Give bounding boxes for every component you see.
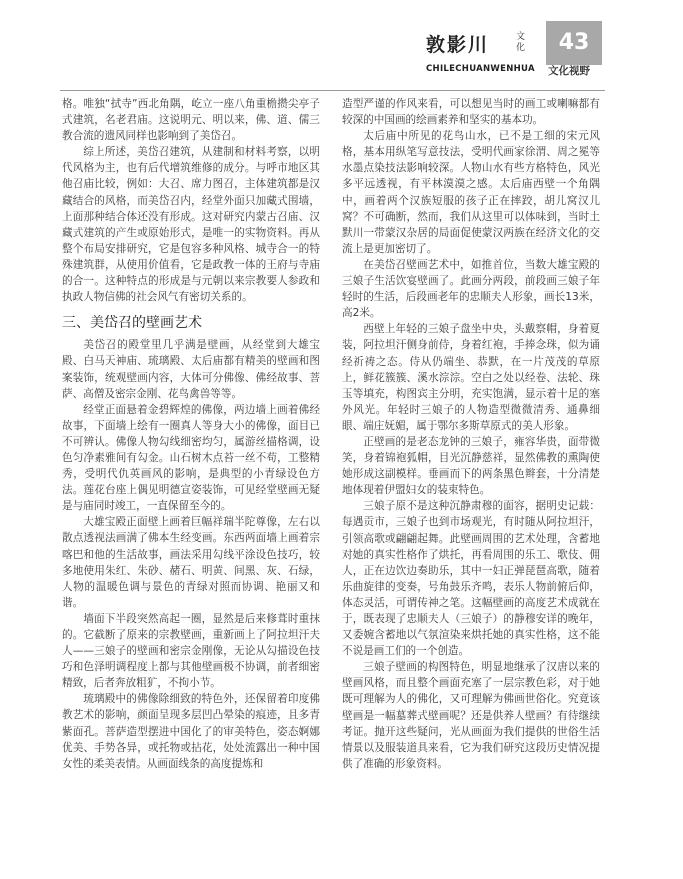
body-paragraph: 琉璃殿中的佛像除细致的特色外，还保留着印度佛教艺术的影响，颜面呈现多层凹凸晕染的痕迹，且多青紫面孔。菩萨造型摆进中国化了的审美特色，姿态婀娜优美、手势各异，或托物或拈花，处处流露出一种中国女性的柔美表情。从画面线条的高度提炼和 (62, 693, 320, 770)
body-paragraph: 经堂正面悬着金碧辉煌的佛像，两边墙上画着佛经故事，下面墙上绘有一圈真人等身大小的佛像，面目已不可辨认。佛像人物勾线细密均匀，属游丝描格调，设色匀净素雅间有勾金。山石树木点苔一丝不苟，工整精秀，受明代仇英画风的影响，是典型的小青绿设色方法。莲花台座上偶见明德宣姿装饰，可见经堂壁画无疑是与庙同时竣工，一直保留至今的。 (62, 403, 320, 513)
section-heading: 三、美岱召的壁画艺术 (62, 315, 202, 332)
brand-name: 敦影川 (426, 34, 490, 56)
body-paragraph: 三娘子原不是这种沉静肃穆的面容，据明史记载：每遇贡市，三娘子也到市场观光，有时随从阿拉坦汗，引领高歌或翩翩起舞。此壁画周围的艺术处理，含蓄地对她的真实性格作了烘托，再看周围的乐工、歌伎、佣人，正在边饮边奏助乐，其中一妇正弹琵琶高歌，随着乐曲旋律的变奏，号角鼓乐齐鸣，表乐人物前俯后仰，体态灵活，可谓传神之笔。这幅壁画的高度艺术成就在于，既表现了忠顺夫人（三娘子）的静穆安详的晚年，又委婉含蓄地以气氛渲染来烘托她的真实性格，这不能不说是画工们的一个创造。 (342, 500, 600, 658)
body-paragraph: 格。唯独“拭寺”西北角隅，屹立一座八角重檐攒尖亭子式建筑，名老君庙。这说明元、明以来，佛、道、儒三教合流的遗风同样也影响到了美岱召。 (62, 98, 320, 143)
body-paragraph: 美岱召的殿堂里几乎满是壁画，从经堂到大雄宝殿、白马天神庙、琉璃殿、太后庙都有精美的壁画和图案装饰，统观壁画内容，大体可分佛像、佛经故事、菩萨、高僧及密宗金刚、花鸟禽兽等等。 (62, 339, 320, 400)
page-number: 43 (546, 21, 602, 65)
right-column (342, 96, 600, 772)
journal-brand (426, 30, 546, 86)
left-column (62, 96, 320, 772)
brand-pinyin: CHILECHUANWENHUA (426, 64, 535, 74)
body-paragraph: 在美岱召壁画艺术中，如推首位，当数大雄宝殿的三娘子生活饮宴壁画了。此画分两段，前段画三娘子年轻时的生活，后段画老年的忠顺夫人形象，画长13米，高2米。 (342, 258, 600, 320)
body-paragraph: 正壁画的是老态龙钟的三娘子，雍容华贵，面带微笑，身着锦袍狐帽，目光沉静慈祥，显然佛教的熏陶使她形成这副模样。垂画而下的两条黑色辫套，十分清楚地体现着伊盟妇女的装束特色。 (342, 435, 600, 497)
body-paragraph: 墙面下半段突然高起一圈，显然是后来修葺时重抹的。它截断了原来的宗教壁画，重新画上了阿拉坦汗夫人——三娘子的壁画和密宗金刚像，无论从勾描设色技巧和色泽明调程度上都与其他壁画极不协调，前者细密精致，后者奔放粗犷，不拘小节。 (62, 612, 320, 690)
body-paragraph: 综上所述，美岱召建筑，从建制和材料考察，以明代风格为主，也有后代增筑维修的成分。与呼市地区其他召庙比较，例如：大召、席力图召，主体建筑都是汉藏结合的风格，而美岱召内，经堂外面只加藏式围墙，上面那种结合体还没有形成。这对研究内蒙古召庙、汉藏式建筑的产生或原始形式，是唯一的实物资料。再从整个布局安排研究，它是包容多种风格、城寺合一的特殊建筑群，从使用价值看，它是政教一体的王府与寺庙的合一。这种特点的形成是与元朝以来宗教要人参政和执政人物信佛的社会风气有密切关系的。 (62, 146, 320, 304)
brand-subtitle: 文化 (516, 32, 526, 53)
header-divider (60, 90, 605, 91)
body-paragraph: 太后庙中所见的花鸟山水，已不是工细的宋元风格，基本用纵笔写意技法，受明代画家徐渭、周之冕等水墨点染技法影响较深。人物山水有些方格特色，风光多平远透视，有平林漠漠之感。太后庙西壁一个角隅中，画着两个汉族短服的孩子正在摔跤，胡儿窝汉儿窝？不可确断，然而，我们从这里可以体味到，当时土默川一带蒙汉杂居的局面促使蒙汉两族在经济文化的交流上是更加密切了。 (342, 130, 600, 255)
body-paragraph: 西壁上年轻的三娘子盘坐中央，头戴察帽，身着夏装，阿拉坦汗侧身前侍，身着红袍，手捧念珠，似为诵经祈祷之态。侍从仍端坐、恭默，在一片茂茂的草原上，鲜花簇簇、溪水淙淙。空白之处以经卷、法轮、珠玉等填充，构图宾主分明，充实饱满，显示着十足的塞外风光。年轻时三娘子的人物造型微微清秀、通鼻细眼、端庄妩媚，属于鄂尔多斯草原式的美人形象。 (342, 323, 600, 432)
body-paragraph: 三娘子壁画的构图特色，明显地继承了汉唐以来的壁画风格，而且整个画面充塞了一层宗教色彩，对于她既可理解为人的佛化，又可理解为佛画世俗化。究竟该壁画是一幅墓葬式壁画呢？还是供养人壁画？有待继续考证。抛开这些疑问，光从画面为我们提供的世俗生活情景以及服装道具来看，它为我们研究这段历史情况提供了准确的形象资料。 (342, 661, 600, 770)
body-paragraph: 大雄宝殿正面壁上画着巨幅祥瑞半陀尊像，左右以散点透视法画满了佛本生经变画。东西两面墙上画着宗喀巴和他的生活故事，画法采用勾线平涂设色技巧，较多地使用朱红、朱砂、赭石、明黄、间黑、灰、石绿，人物的温暖色调与景色的青绿对照而协调、艳丽又和谐。 (62, 516, 320, 609)
body-paragraph: 造型严谨的作风来看，可以想见当时的画工或喇嘛都有较深的中国画的绘画素养和坚实的基本功。 (342, 98, 600, 127)
section-label: 文化视野 (548, 65, 590, 77)
page-header (0, 0, 683, 90)
